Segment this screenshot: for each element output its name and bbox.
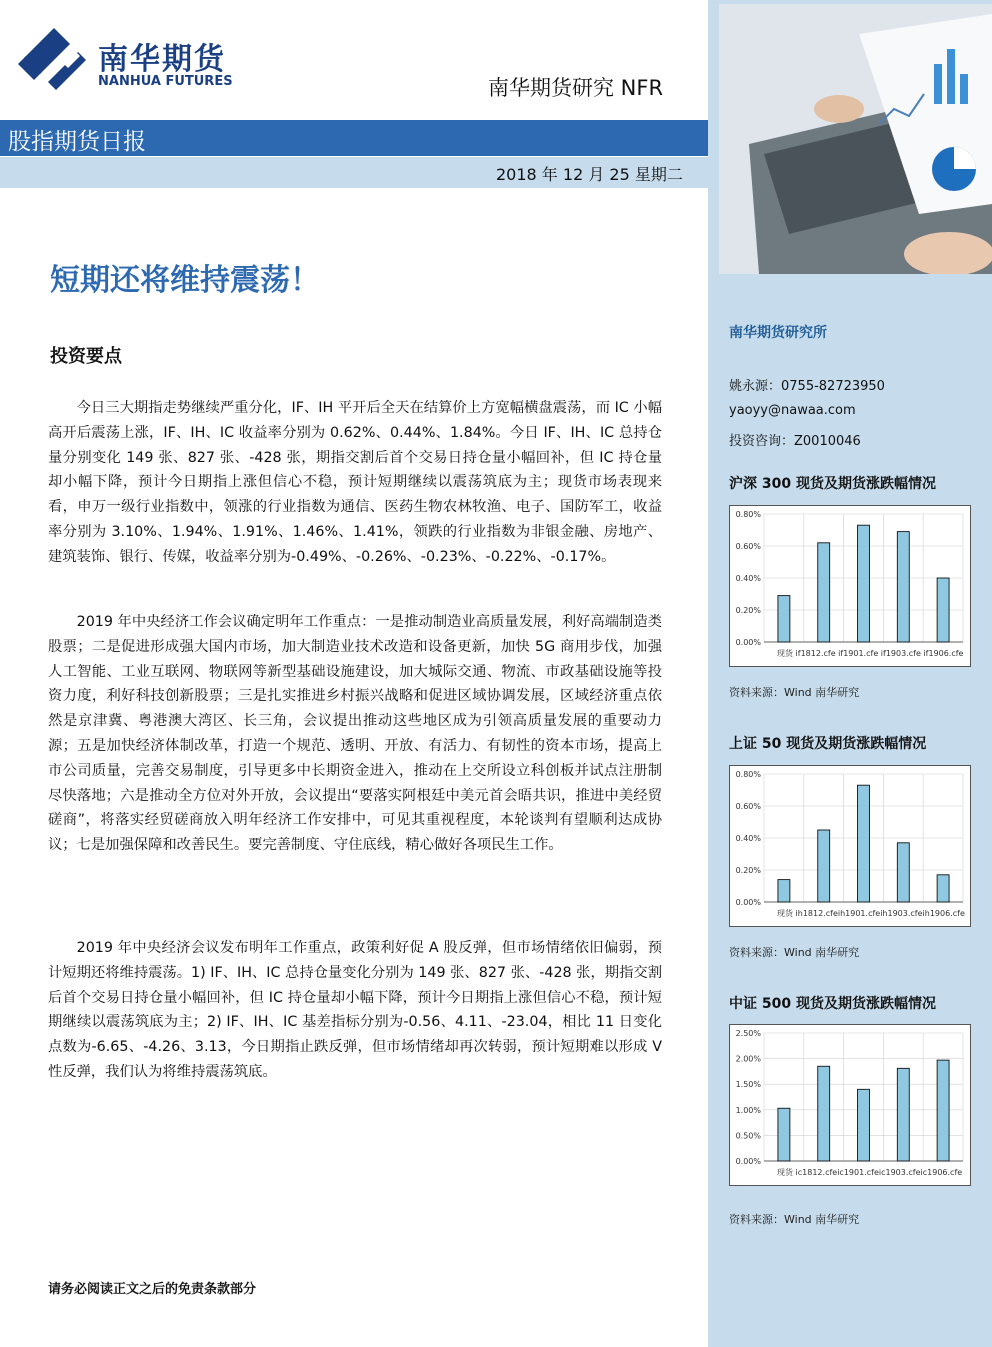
bar-chart-sz50 bbox=[730, 766, 970, 926]
bar bbox=[818, 830, 830, 902]
chart-source: 资料来源：Wind 南华研究 bbox=[729, 1213, 860, 1226]
y-tick-label: 1.50% bbox=[735, 1080, 761, 1090]
y-tick-label: 0.60% bbox=[735, 542, 761, 551]
chart-title: 沪深 300 现货及期货涨跌幅情况 bbox=[729, 476, 936, 492]
section-heading: 投资要点 bbox=[50, 346, 122, 367]
bar-chart-hs300 bbox=[730, 506, 970, 666]
institute-name: 南华期货研究所 bbox=[729, 325, 827, 341]
x-tick-labels: 现货 ic1812.cfeic1901.cfeic1903.cfeic1906.cfe bbox=[777, 1168, 963, 1177]
analyst-email: yaoyy@nawaa.com bbox=[729, 403, 856, 418]
chart-source: 资料来源：Wind 南华研究 bbox=[729, 946, 860, 959]
bar bbox=[858, 525, 870, 642]
y-tick-label: 0.20% bbox=[735, 866, 761, 875]
y-tick-label: 0.00% bbox=[735, 638, 761, 647]
bar bbox=[778, 880, 790, 902]
y-tick-label: 0.40% bbox=[735, 574, 761, 583]
y-tick-label: 0.80% bbox=[735, 510, 761, 519]
report-date: 2018 年 12 月 25 星期二 bbox=[496, 165, 683, 184]
brand-name-cn: 南华期货 bbox=[98, 42, 226, 77]
y-tick-label: 2.00% bbox=[735, 1054, 761, 1064]
report-type: 股指期货日报 bbox=[8, 129, 146, 155]
y-tick-label: 2.50% bbox=[735, 1029, 761, 1038]
brand-name-en: NANHUA FUTURES bbox=[98, 74, 233, 89]
header-photo bbox=[719, 4, 992, 274]
nanhua-logo-icon bbox=[14, 18, 94, 98]
bar bbox=[778, 1108, 790, 1161]
chart-title: 上证 50 现货及期货涨跌幅情况 bbox=[729, 736, 927, 752]
y-tick-label: 0.20% bbox=[735, 606, 761, 615]
y-tick-label: 0.00% bbox=[735, 898, 761, 907]
paragraph: 今日三大期指走势继续严重分化，IF、IH 平开后全天在结算价上方宽幅横盘震荡，而 IC 小幅高开后震荡上涨，IF、IH、IC 收益率分别为 0.62%、0.44%、1.84%。今日 IF、IH、IC 总持仓量分别变化 149 张、827 张、-428 张，期指交割后首个交易日持仓量小幅回补，但 IC 持仓量却小幅下降，预计今日期指上涨但信心不稳，预计短期继续以震荡筑底为主；现货市场表现来看，申万一级行业指数中，领涨的行业指数为通信、医药生物农林牧渔、电子、国防军工，收益率分别为 3.10%、1.94%、1.91%、1.46%、1.41%，领跌的行业指数为非银金融、房地产、建筑装饰、银行、传媒，收益率分别为-0.49%、-0.26%、-0.23%、-0.22%、-0.17%。 bbox=[48, 400, 662, 565]
license-number: 投资咨询：Z0010046 bbox=[729, 434, 861, 449]
bar bbox=[858, 1089, 870, 1161]
chart-title: 中证 500 现货及期货涨跌幅情况 bbox=[729, 996, 936, 1012]
bar bbox=[818, 543, 830, 642]
bar bbox=[897, 843, 909, 902]
laptop-chart-illustration bbox=[719, 4, 992, 274]
paragraph: 2019 年中央经济工作会议确定明年工作重点：一是推动制造业高质量发展，利好高端制造类股票；二是促进形成强大国内市场，加大制造业技术改造和设备更新，加快 5G 商用步伐，加强人工智能、工业互联网、物联网等新型基础设施建设，加大城际交通、物流、市政基础设施等投资力度，利好科技创新股票；三是扎实推进乡村振兴战略和促进区域协调发展，区域经济重点依然是京津冀、粤港澳大湾区、长三角，会议提出推动这些地区成为引领高质量发展的重要动力源；五是加快经济体制改革，打造一个规范、透明、开放、有活力、有韧性的资本市场，提高上市公司质量，完善交易制度，引导更多中长期资金进入，推动在上交所设立科创板并试点注册制尽快落地；六是推动全方位对外开放，会议提出“要落实阿根廷中美元首会晤共识，推进中美经贸磋商”，将落实经贸磋商放入明年经济工作安排中，可见其重视程度，本轮谈判有望顺利达成协议；七是加强保障和改善民生。要完善制度、守住底线，精心做好各项民生工作。 bbox=[48, 614, 662, 854]
y-tick-label: 1.00% bbox=[735, 1105, 761, 1115]
bar-chart-zz500 bbox=[730, 1025, 970, 1185]
x-tick-labels: 现货 if1812.cfe if1901.cfe if1903.cfe if1906.cfe bbox=[777, 649, 964, 658]
bar bbox=[778, 596, 790, 642]
bar bbox=[937, 875, 949, 902]
bar bbox=[858, 785, 870, 902]
research-label: 南华期货研究 NFR bbox=[488, 76, 664, 100]
bar bbox=[937, 1060, 949, 1161]
report-title: 短期还将维持震荡！ bbox=[50, 263, 320, 298]
chart-hs300 bbox=[729, 505, 971, 667]
y-tick-label: 0.50% bbox=[735, 1131, 761, 1141]
chart-zz500 bbox=[729, 1024, 971, 1186]
analyst-contact: 姚永源：0755-82723950 bbox=[729, 379, 885, 394]
chart-sz50 bbox=[729, 765, 971, 927]
paragraph: 2019 年中央经济会议发布明年工作重点，政策利好促 A 股反弹，但市场情绪依旧偏弱，预计短期还将维持震荡。1) IF、IH、IC 总持仓量变化分别为 149 张、827 张、-428 张，期指交割后首个交易日持仓量小幅回补，但 IC 持仓量却小幅下降，预计今日期指上涨但信心不稳，预计短期继续以震荡筑底为主；2) IF、IH、IC 基差指标分别为-0.56、4.11、-23.04，相比 11 日变化点数为-6.65、-4.26、3.13，今日期指止跌反弹，但市场情绪却再次转弱，预计短期难以形成 V 性反弹，我们认为将维持震荡筑底。 bbox=[48, 940, 662, 1080]
y-tick-label: 0.80% bbox=[735, 770, 761, 779]
y-tick-label: 0.60% bbox=[735, 802, 761, 811]
y-tick-label: 0.40% bbox=[735, 834, 761, 843]
bar bbox=[937, 578, 949, 642]
disclaimer-footer: 请务必阅读正文之后的免责条款部分 bbox=[48, 1282, 257, 1297]
bar bbox=[818, 1066, 830, 1161]
chart-source: 资料来源：Wind 南华研究 bbox=[729, 686, 860, 699]
x-tick-labels: 现货 ih1812.cfeih1901.cfeih1903.cfeih1906.cfe bbox=[777, 909, 965, 918]
y-tick-label: 0.00% bbox=[735, 1157, 761, 1166]
bar bbox=[897, 1068, 909, 1161]
bar bbox=[897, 532, 909, 642]
